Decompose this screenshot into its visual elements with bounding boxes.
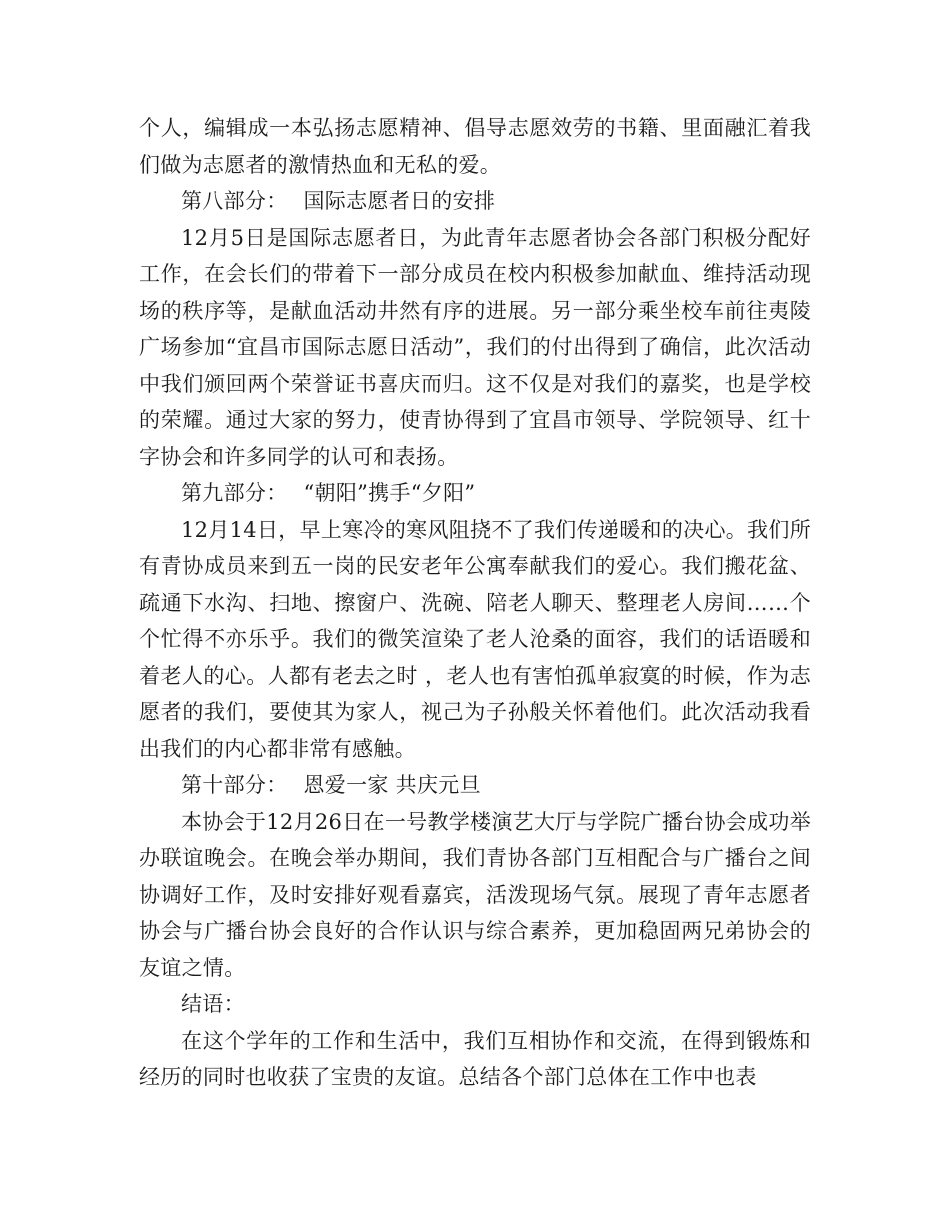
paragraph-conclusion: 在这个学年的工作和生活中，我们互相协作和交流，在得到锻炼和经历的同时也收获了宝贵的友谊。总结各个部门总体在工作中也表	[139, 1028, 811, 1089]
paragraph-section-10: 本协会于12月26日在一号教学楼演艺大厅与学院广播台协会成功举办联谊晚会。在晚会举办期间，我们青协各部门互相配合与广播台之间协调好工作，及时安排好观看嘉宾，活泼现场气氛。展现了青年志愿者协会与广播台协会良好的合作认识与综合素养，更加稳固两兄弟协会的友谊之情。	[139, 809, 811, 980]
section-heading-9	[139, 475, 811, 512]
section-title: “朝阳”携手“夕阳”	[303, 481, 476, 505]
section-label: 第十部分：	[181, 773, 288, 797]
section-label: 第八部分：	[181, 189, 288, 213]
section-title: 恩爱一家 共庆元旦	[303, 773, 481, 797]
document-page	[139, 110, 811, 1096]
conclusion-heading	[139, 986, 811, 1023]
section-heading-8	[139, 183, 811, 220]
section-heading-10	[139, 767, 811, 804]
section-label: 第九部分：	[181, 481, 288, 505]
section-label: 结语：	[181, 992, 245, 1016]
section-title: 国际志愿者日的安排	[303, 189, 496, 213]
paragraph-continuation: 个人，编辑成一本弘扬志愿精神、倡导志愿效劳的书籍、里面融汇着我们做为志愿者的激情热血和无私的爱。	[139, 116, 811, 177]
paragraph-section-8: 12月5日是国际志愿者日，为此青年志愿者协会各部门积极分配好工作，在会长们的带着下一部分成员在校内积极参加献血、维持活动现场的秩序等，是献血活动井然有序的进展。另一部分乘坐校车前往夷陵广场参加“宜昌市国际志愿日活动”，我们的付出得到了确信，此次活动中我们颁回两个荣誉证书喜庆而归。这不仅是对我们的嘉奖，也是学校的荣耀。通过大家的努力，使青协得到了宜昌市领导、学院领导、红十字协会和许多同学的认可和表扬。	[139, 225, 811, 469]
paragraph-section-9: 12月14日，早上寒冷的寒风阻挠不了我们传递暖和的决心。我们所有青协成员来到五一岗的民安老年公寓奉献我们的爱心。我们搬花盆、疏通下水沟、扫地、擦窗户、洗碗、陪老人聊天、整理老人房间……个个忙得不亦乐乎。我们的微笑渲染了老人沧桑的面容，我们的话语暖和着老人的心。人都有老去之时 ，老人也有害怕孤单寂寞的时候，作为志愿者的我们，要使其为家人，视己为子孙般关怀着他们。此次活动我看出我们的内心都非常有感触。	[139, 517, 811, 761]
